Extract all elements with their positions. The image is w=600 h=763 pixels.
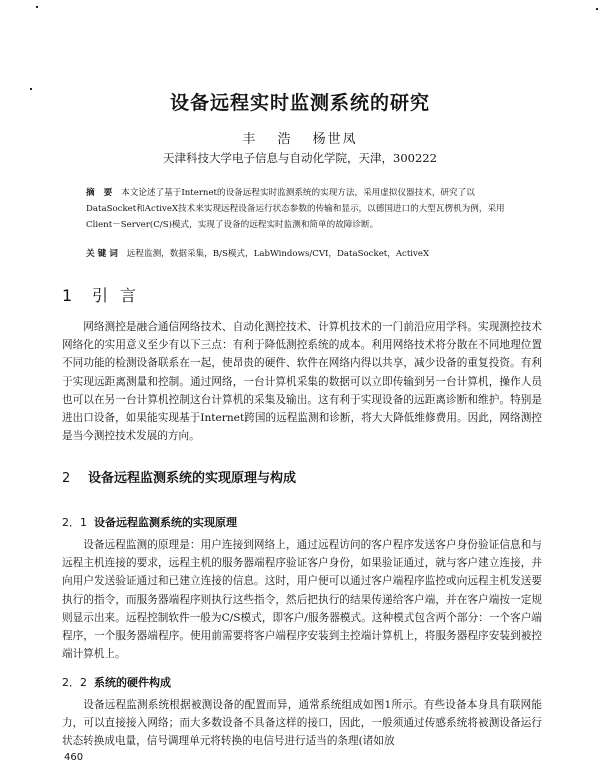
subsection-title: 设备远程监测系统的实现原理	[94, 516, 237, 529]
paper-affiliation: 天津科技大学电子信息与自动化学院，天津，300222	[163, 151, 437, 165]
section-title: 引言	[92, 286, 149, 305]
keywords-label: 关键词	[86, 249, 121, 259]
paper-authors: 丰 浩 杨世凤	[242, 132, 358, 147]
section-number: 2	[62, 471, 71, 486]
scan-speck	[36, 6, 38, 8]
section-2-2-paragraph: 设备远程监测系统根据被测设备的配置而异，通常系统组成如图1所示。有些设备本身具有联网能力，可以直接接入网络；而大多数设备不具备这样的接口，因此，一般须通过传感系统将被测设备运行状态转换成电量，信号调理单元将转换的电信号进行适当的条理(诸如放	[62, 699, 542, 748]
section-number: 1	[62, 286, 73, 305]
scan-speck	[596, 8, 598, 10]
abstract-label: 摘 要	[86, 188, 116, 198]
subsection-title: 系统的硬件构成	[94, 676, 171, 689]
section-title: 设备远程监测系统的实现原理与构成	[88, 471, 297, 486]
abstract-text: 本文论述了基于Internet的设备远程实时监测系统的实现方法，采用虚拟仪器技术，研究了以DataSocket和ActiveX技术来实现远程设备运行状态参数的传输和显示，以德国进口的大型瓦楞机为例，采用Client－Server(C/S)模式，实现了设备的远程实时监测和简单的故障诊断。	[86, 188, 505, 230]
keywords-block	[86, 246, 522, 262]
paper-title: 设备远程实时监测系统的研究	[169, 92, 430, 114]
section-1-paragraph: 网络测控是融合通信网络技术、自动化测控技术、计算机技术的一门前沿应用学科。实现测控技术网络化的实用意义至少有以下三点：有利于降低测控系统的成本。利用网络技术将分散在不同地理位置不同功能的检测设备联系在一起，使昂贵的硬件、软件在网络内得以共享，减少设备的重复投资。有利于实现远距离测量和控制。通过网络，一台计算机采集的数据可以立即传输到另一台计算机，操作人员也可以在另一台计算机控制这台计算机的采集及输出。这有利于实现设备的远距离诊断和维护。特别是进出口设备，如果能实现基于Internet跨国的远程监测和诊断，将大大降低维修费用。因此，网络测控是当今测控技术发展的方向。	[62, 321, 542, 443]
subsection-heading-2-2	[62, 674, 171, 690]
section-2-1-paragraph: 设备远程监测的原理是：用户连接到网络上，通过远程访问的客户程序发送客户身份验证信息和与远程主机连接的要求，远程主机的服务器端程序验证客户身份，如果验证通过，就与客户建立连接，并向用户发送验证通过和已建立连接的信息。这时，用户便可以通过客户端程序监控或向远程主机发送要执行的指令，而服务器端程序则执行这些指令，然后把执行的结果传递给客户端，并在客户端按一定规则显示出来。远程控制软件一般为C/S模式，即客户/服务器模式。这种模式包含两个部分：一个客户端程序，一个服务器端程序。使用前需要将客户端程序安装到主控端计算机上，将服务器程序安装到被控端计算机上。	[62, 539, 542, 661]
section-heading-2	[62, 467, 296, 486]
subsection-number: 2．2	[62, 676, 87, 689]
subsection-number: 2．1	[62, 516, 87, 529]
section-heading-1	[62, 283, 148, 306]
keywords-text: 远程监测，数据采集，B/S模式，LabWindows/CVI，DataSocket，ActiveX	[126, 249, 430, 259]
subsection-heading-2-1	[62, 514, 237, 530]
abstract-block	[86, 185, 522, 233]
page-number: 460	[64, 752, 84, 763]
